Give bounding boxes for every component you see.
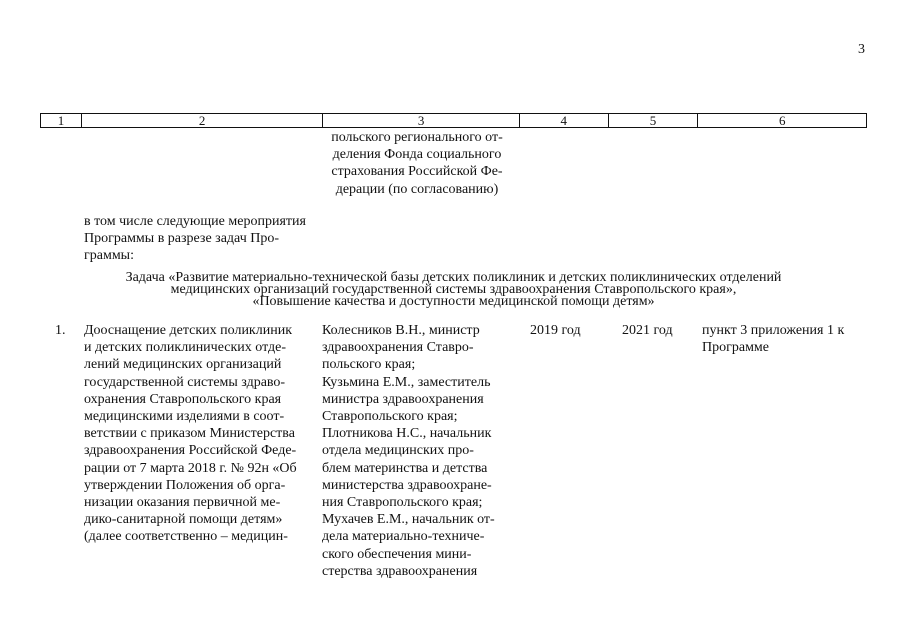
end-year: 2021 год — [622, 323, 673, 338]
header-col-2: 2 — [82, 114, 323, 127]
task-heading: Задача «Развитие материально-технической базы детских поликлиник и детских поликлинических отделений медицинских организаций государственной системы здравоохранения Ставропольского края», «Повышение качества и доступности медицинской помощи детям» — [125, 270, 782, 309]
basis-reference: пункт 3 приложения 1 к Программе — [702, 323, 845, 356]
start-year: 2019 год — [530, 323, 581, 338]
header-col-6: 6 — [778, 113, 786, 128]
page-number: 3 — [858, 42, 865, 57]
header-col-5: 5 — [609, 114, 699, 127]
responsible-persons: Колесников В.Н., министр здравоохранения Ставро- польского края; Кузьмина Е.М., заместитель министра здравоохранения Ставропольского края; Плотникова Н.С., начальник отдела медицинских про- блем материнства и детства министерства здравоохране- ния Ставропольского края; Мухачев Е.М., начальник от- дела материально-техниче- ского обеспечения мини- стерства здравоохранения — [322, 323, 495, 579]
table-header-row — [40, 113, 867, 128]
header-col-1: 1 — [41, 114, 82, 127]
including-measures-text: в том числе следующие мероприятия Программы в разрезе задач Про- граммы: — [84, 214, 306, 264]
row-number: 1. — [55, 323, 66, 338]
header-col-3: 3 — [323, 114, 520, 127]
action-description: Дооснащение детских поликлиник и детских поликлинических отде- лений медицинских организаций государственной системы здраво- охранения Ставропольского края медицинскими изделиями в соот- ветствии с приказом Министерства здравоохранения Российской Феде- рации от 7 марта 2018 г. № 92н «Об утверждении Положения об орга- низации оказания первичной ме- дико-санитарной помощи детям» (далее соответственно – медицин- — [84, 323, 297, 545]
header-col-4: 4 — [520, 114, 609, 127]
continued-responsible-cell: польского регионального от- деления Фонда социального страхования Российской Фе- дерации (по согласованию) — [331, 130, 503, 197]
